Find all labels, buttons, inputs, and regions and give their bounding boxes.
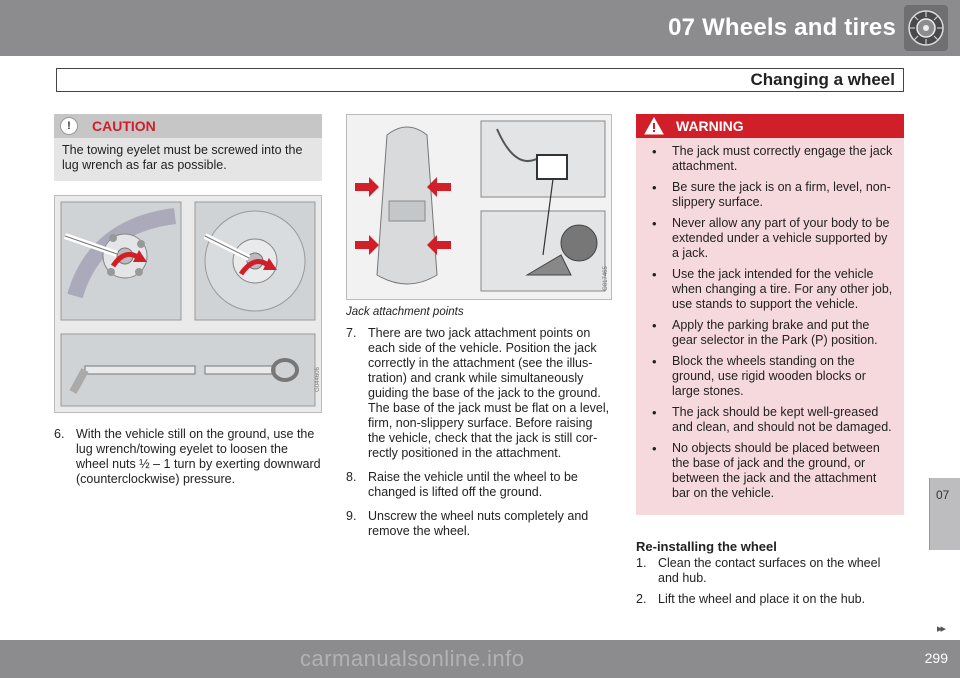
step-text: Lift the wheel and place it on the hub. (658, 592, 866, 606)
section-title: Changing a wheel (750, 70, 895, 89)
chapter-side-tab (929, 478, 960, 550)
caution-header (54, 114, 322, 138)
page-number: 299 (924, 650, 948, 666)
warning-title: WARNING (676, 117, 744, 134)
step-text: With the vehicle still on the ground, use the lug wrench/towing eyelet to loosen the wheel nuts ½ – 1 turn by exerting downward (counterclockwise) pressure. (76, 427, 321, 486)
step-number: 8. (346, 470, 357, 484)
section-title-bar (56, 68, 904, 92)
step-8 (346, 470, 612, 500)
watermark: carmanualsonline.info (300, 646, 525, 671)
warning-triangle-icon (644, 117, 664, 135)
warning-item: • Be sure the jack is on a firm, level, non-slippery surface. (644, 180, 896, 210)
exclamation-icon: ! (60, 117, 78, 135)
side-tab-label: 07 (936, 488, 950, 502)
figure-caption: Jack attachment points (346, 306, 464, 318)
chapter-title: 07 Wheels and tires (668, 14, 896, 41)
column-left (54, 114, 322, 487)
warning-item: • Never allow any part of your body to be extended under a vehicle supported by a jack. (644, 216, 896, 261)
step-text: Raise the vehicle until the wheel to be changed is lifted off the ground. (368, 470, 578, 499)
jack-points-figure (346, 114, 612, 300)
step-text: There are two jack attachment points on each side of the vehicle. Position the jack correctly in the attachment (see the illustration) and crank while simultaneously guiding the base of the jack to the ground. The base of the jack must be flat on a level, firm, non-slippery surface. Before raising the vehicle, check that the jack is still correctly positioned in the attachment. (368, 326, 610, 460)
lug-wrench-figure (54, 195, 322, 413)
warning-item: • The jack should be kept well-greased and clean, and should not be damaged. (644, 405, 896, 435)
warning-item: • Block the wheels standing on the ground, use rigid wooden blocks or large stones. (644, 354, 896, 399)
caution-box (54, 114, 322, 181)
tire-icon (904, 5, 948, 51)
step-number: 1. (636, 556, 647, 570)
warning-item: • The jack must correctly engage the jack attachment. (644, 144, 896, 174)
figure-code: G017465 (603, 266, 610, 291)
caution-text: The towing eyelet must be screwed into the lug wrench as far as possible. (62, 143, 303, 172)
next-page-arrows-icon: ▸▸ (936, 623, 944, 635)
reinstall-step-1 (636, 556, 904, 586)
step-number: 7. (346, 326, 357, 340)
caution-title: CAUTION (92, 117, 156, 134)
column-middle (346, 114, 612, 539)
warning-box (636, 114, 904, 515)
step-9 (346, 509, 612, 539)
reinstall-step-2 (636, 592, 904, 607)
step-text: Unscrew the wheel nuts completely and remove the wheel. (368, 509, 589, 538)
step-text: Clean the contact surfaces on the wheel and hub. (658, 556, 881, 585)
warning-header (636, 114, 904, 138)
warning-item: • Apply the parking brake and put the gear selector in the Park (P) position. (644, 318, 896, 348)
warning-list (636, 138, 904, 501)
step-number: 6. (54, 427, 65, 441)
step-number: 9. (346, 509, 357, 523)
column-right (636, 114, 904, 607)
step-6 (54, 427, 322, 487)
warning-item: • No objects should be placed between the base of jack and the ground, or between the jack and the attachment bar on the vehicle. (644, 441, 896, 501)
step-7 (346, 326, 612, 461)
warning-item: • Use the jack intended for the vehicle when changing a tire. For any other job, use stands to support the vehicle. (644, 267, 896, 312)
figure-code: G044606 (315, 367, 322, 392)
reinstall-heading: Re-installing the wheel (636, 539, 777, 554)
step-number: 2. (636, 592, 647, 606)
